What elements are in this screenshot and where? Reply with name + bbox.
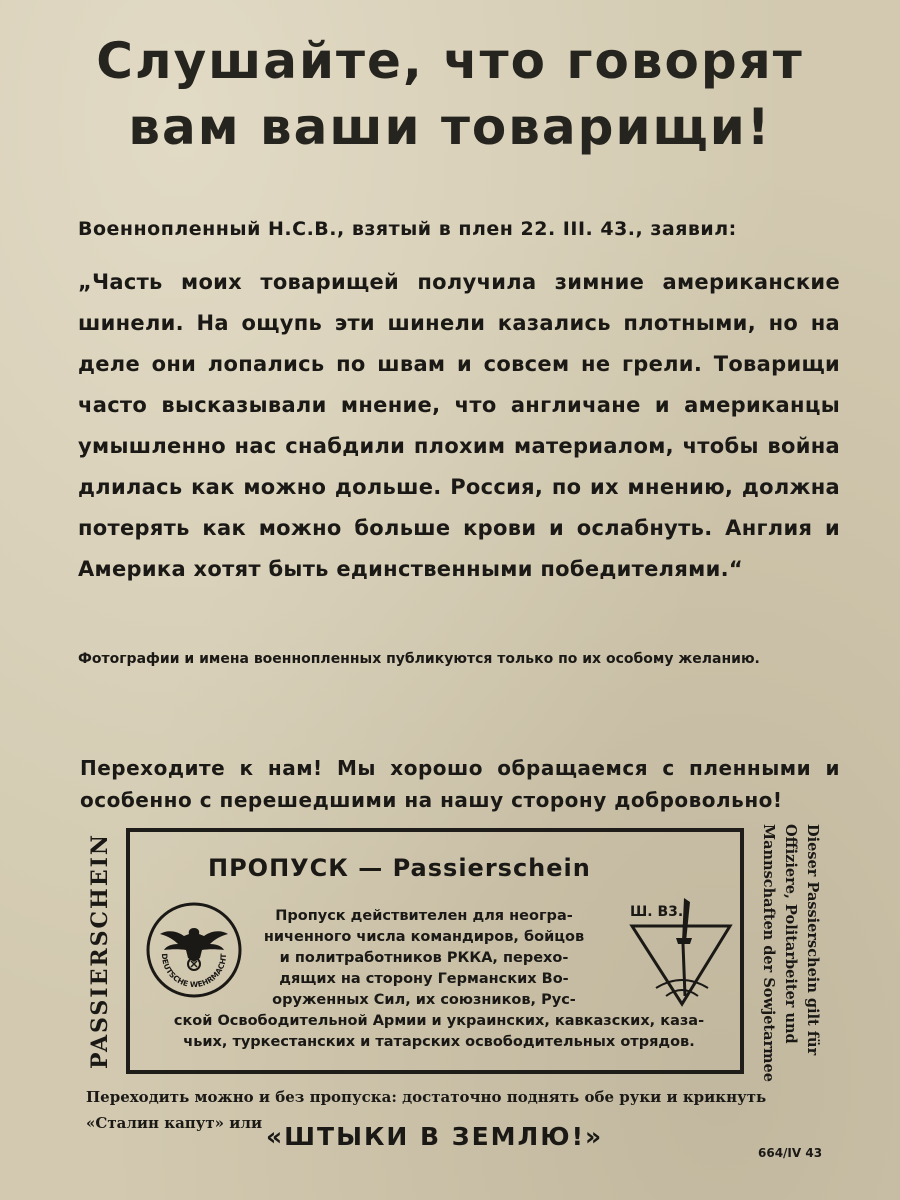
prisoner-quote: „Часть моих товарищей получила зимние американские шинели. На ощупь эти шинели казались плотными, но на деле они лопались по швам и совсем не грели. Товарищи часто высказывали мнение, что англичане и американцы умышленно нас снабдили плохим материалом, чтобы война длилась как можно дольше. Россия, по их мнению, должна потерять как можно больше крови и ослабнуть. Англия и Америка хотят быть единственными победителями.“ — [78, 270, 840, 581]
pass-text-line: чьих, туркестанских и татарских освободительных отрядов. — [183, 1034, 695, 1050]
print-code: 664/IV 43 — [758, 1146, 823, 1160]
seal-text: DEUTSCHE WEHRMACHT — [159, 953, 229, 990]
pass-text-line: оруженных Сил, их союзников, Рус- — [272, 992, 576, 1008]
pass-text-line: дящих на сторону Германских Во- — [279, 971, 569, 987]
german-side-line: Mannschaften der Sowjetarmee — [760, 824, 778, 1082]
german-side-note — [760, 824, 820, 1082]
passierschein-side-label — [82, 828, 118, 1074]
footer-line-2: «Сталин капут» или — [86, 1114, 263, 1132]
german-side-line: Offiziere, Politarbeiter und — [782, 824, 800, 1044]
headline — [40, 28, 860, 160]
footer-line-1: Переходить можно и без пропуска: достаточно поднять обе руки и крикнуть — [86, 1088, 767, 1106]
appeal-text: Переходите к нам! Мы хорошо обращаемся с пленными и особенно с перешедшими на нашу сторону добровольно! — [80, 756, 840, 812]
german-side-line: Dieser Passierschein gilt für — [804, 824, 822, 1056]
pass-text-line: и политработников РККА, перехо- — [279, 950, 569, 966]
photo-note: Фотографии и имена военнопленных публикуются только по их особому желанию. — [78, 651, 760, 667]
slogan: «ШТЫКИ В ЗЕМЛЮ!» — [266, 1122, 604, 1151]
pass-text-line: ниченного числа командиров, бойцов — [263, 929, 585, 945]
intro-line: Военнопленный Н.С.В., взятый в плен 22. III. 43., заявил: — [78, 218, 737, 240]
passierschein-side-text: PASSIERSCHEIN — [87, 833, 113, 1069]
pass-text-line: Пропуск действителен для неогра- — [275, 908, 573, 924]
pass-box — [126, 828, 744, 1074]
pass-title: ПРОПУСК — Passierschein — [208, 854, 591, 882]
headline-line-1: Слушайте, что говорят — [96, 32, 804, 90]
badge-text: Ш. В3. — [630, 904, 684, 920]
headline-line-2: вам ваши товарищи! — [128, 98, 772, 156]
roa-badge-icon — [626, 892, 736, 1012]
pass-text-line: ской Освободительной Армии и украинских, кавказских, каза- — [173, 1013, 705, 1029]
